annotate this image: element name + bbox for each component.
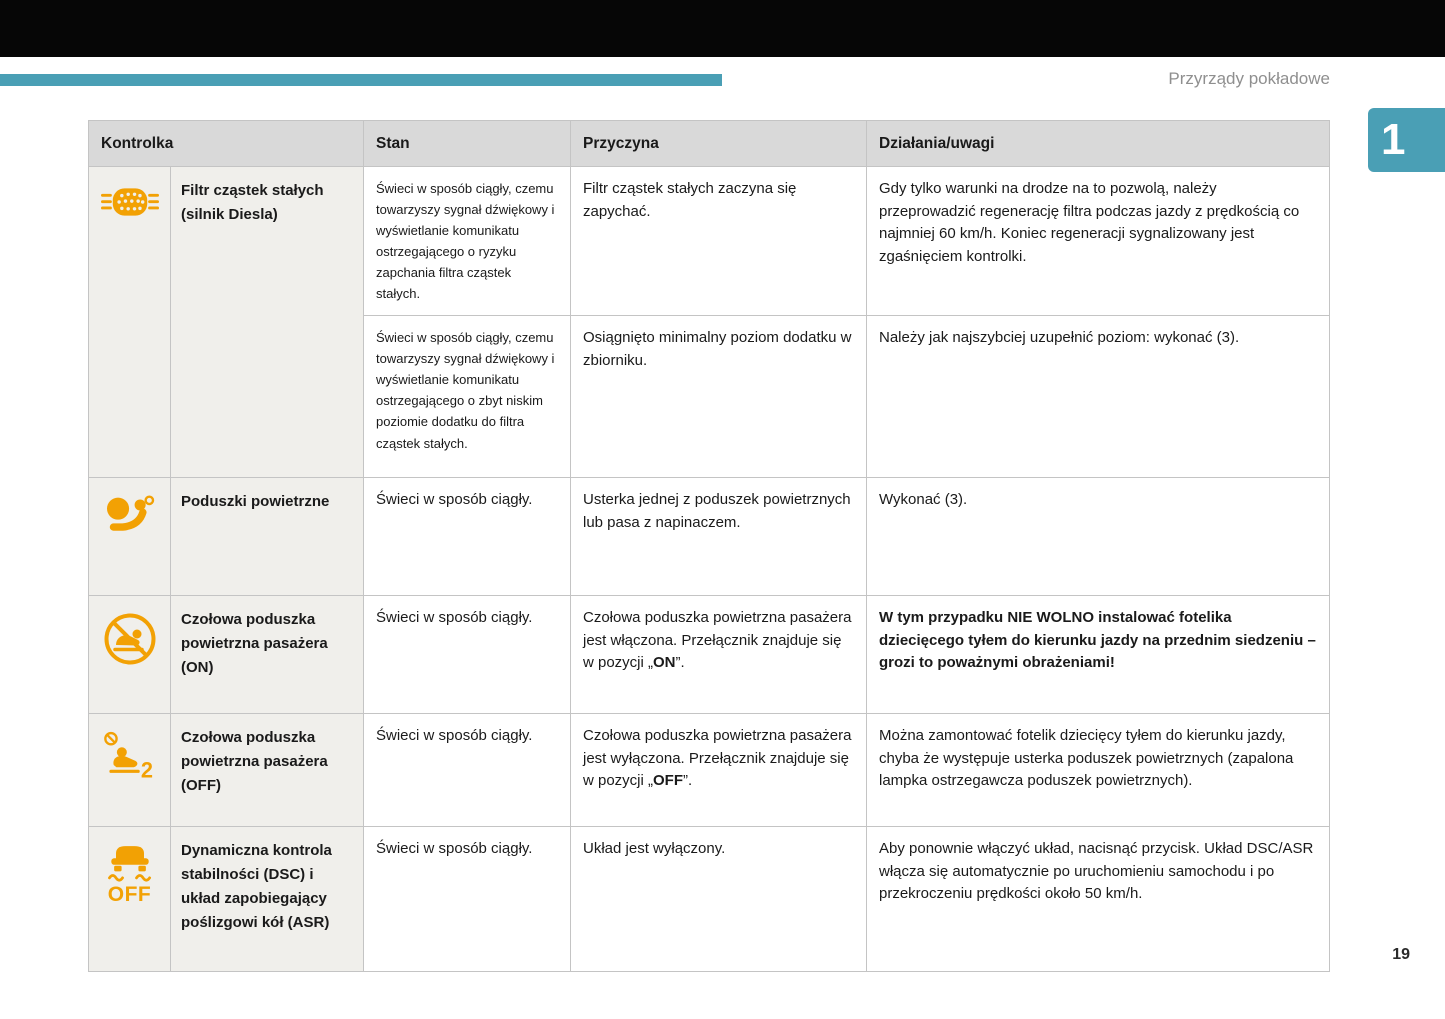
diesel-particle-filter-icon — [101, 182, 159, 222]
dzialania-cell: Aby ponownie włączyć układ, nacisnąć przycisk. Układ DSC/ASR włącza się automatycznie po uruchomieniu samochodu i po przekroczeniu prędkości około 50 km/h. — [879, 840, 1314, 903]
przyczyna-cell: Usterka jednej z poduszek powietrznych lub pasa z napinaczem. — [571, 478, 867, 595]
passenger-airbag-off-icon — [101, 729, 159, 781]
running-header: Przyrządy pokładowe — [1168, 69, 1330, 88]
chapter-tab — [1368, 108, 1445, 172]
table-header-row — [89, 121, 1329, 166]
text-fragment: ”. — [683, 772, 693, 790]
text-fragment: Czołowa poduszka powietrzna pasażera jest wyłączona. Przełącznik znajduje się w pozycji „ — [583, 727, 852, 790]
warning-light-label: Poduszki powietrzne — [171, 478, 364, 595]
text-fragment-bold: OFF — [653, 772, 684, 790]
stan-cell: Świeci w sposób ciągły. — [364, 714, 571, 826]
warning-light-icon-cell — [89, 478, 171, 595]
column-header-dzialania: Działania/uwagi — [879, 134, 995, 152]
chapter-number: 1 — [1381, 115, 1406, 164]
table-subrow — [364, 315, 1329, 477]
table-subrow — [364, 478, 1329, 595]
dzialania-cell: W tym przypadku NIE WOLNO instalować fotelika dziecięcego tyłem do kierunku jazdy na przednim siedzeniu – grozi to poważnymi obrażeniami! — [879, 609, 1316, 672]
table-row-passenger-airbag-on — [89, 595, 1329, 713]
text-fragment: Czołowa poduszka powietrzna pasażera jest włączona. Przełącznik znajduje się w pozycji „ — [583, 609, 852, 672]
dzialania-cell: Wykonać (3). — [879, 491, 968, 509]
esp-asr-off-icon — [102, 842, 158, 882]
table-subrow — [364, 167, 1329, 315]
warning-light-icon-cell — [89, 596, 171, 713]
stan-cell: Świeci w sposób ciągły. — [364, 596, 571, 713]
table-row-particle-filter — [89, 166, 1329, 477]
przyczyna-cell — [571, 714, 867, 826]
teal-divider-bar — [0, 74, 722, 86]
warning-light-label: Dynamiczna kontrola stabilności (DSC) i układ zapobiegający poślizgowi kół (ASR) — [171, 827, 364, 971]
przyczyna-cell: Filtr cząstek stałych zaczyna się zapychać. — [571, 167, 867, 315]
passenger-airbag-on-icon — [102, 611, 158, 667]
airbag-icon — [102, 493, 158, 539]
przyczyna-cell — [571, 596, 867, 713]
stan-cell: Świeci w sposób ciągły. — [364, 827, 571, 971]
przyczyna-cell: Osiągnięto minimalny poziom dodatku w zbiorniku. — [571, 316, 867, 477]
top-black-bar — [0, 0, 1445, 57]
warning-light-icon-cell — [89, 714, 171, 826]
table-row-passenger-airbag-off — [89, 713, 1329, 826]
table-subrow — [364, 827, 1329, 971]
warning-light-icon-cell — [89, 827, 171, 971]
przyczyna-cell: Układ jest wyłączony. — [571, 827, 867, 971]
stan-cell: Świeci w sposób ciągły, czemu towarzyszy sygnał dźwiękowy i wyświetlanie komunikatu ostrzegającego o zbyt niskim poziomie dodatku do filtra cząstek stałych. — [364, 316, 571, 477]
stan-cell: Świeci w sposób ciągły, czemu towarzyszy sygnał dźwiękowy i wyświetlanie komunikatu ostrzegającego o ryzyku zapchania filtra cząstek stałych. — [364, 167, 571, 315]
icon-digit: 2 — [140, 757, 153, 782]
dzialania-cell: Należy jak najszybciej uzupełnić poziom: wykonać (3). — [879, 329, 1240, 347]
page-number: 19 — [1392, 946, 1410, 963]
column-header-kontrolka: Kontrolka — [89, 121, 364, 166]
warning-light-icon-cell — [89, 167, 171, 477]
table-subrow — [364, 714, 1329, 826]
warning-light-label: Czołowa poduszka powietrzna pasażera (ON) — [171, 596, 364, 713]
text-fragment-bold: ON — [653, 654, 676, 672]
stan-cell: Świeci w sposób ciągły. — [364, 478, 571, 595]
dzialania-cell: Gdy tylko warunki na drodze na to pozwolą, należy przeprowadzić regenerację filtra podczas jazdy z prędkością co najmniej 60 km/h. Koniec regeneracji sygnalizowany jest zgaśnięciem kontrolki. — [879, 180, 1300, 265]
icon-off-text: OFF — [107, 883, 152, 907]
dzialania-cell: Można zamontować fotelik dziecięcy tyłem do kierunku jazdy, chyba że występuje usterka poduszek powietrznych (zapalona lampka ostrzegawcza poduszek powietrznych). — [879, 727, 1294, 790]
table-subrow — [364, 596, 1329, 713]
table-row-dsc-asr — [89, 826, 1329, 971]
table-row-airbags — [89, 477, 1329, 595]
warning-lights-table — [88, 120, 1330, 972]
text-fragment: ”. — [675, 654, 685, 672]
column-header-stan: Stan — [364, 121, 571, 166]
warning-light-label: Filtr cząstek stałych (silnik Diesla) — [171, 167, 364, 477]
warning-light-label: Czołowa poduszka powietrzna pasażera (OFF) — [171, 714, 364, 826]
column-header-przyczyna: Przyczyna — [571, 121, 867, 166]
